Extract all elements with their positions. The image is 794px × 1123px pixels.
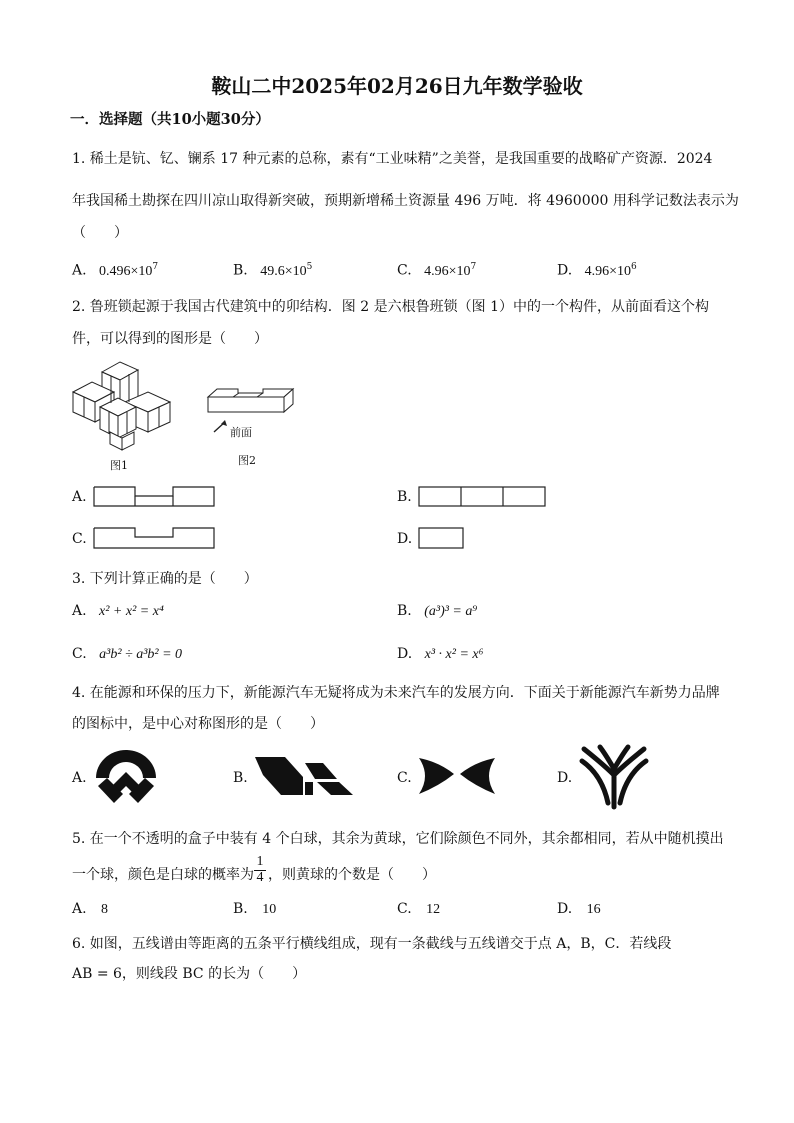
q4-option-b[interactable]: B.	[233, 770, 248, 786]
q2-option-a-shape[interactable]	[93, 486, 217, 508]
q5-line1: 5. 在一个不透明的盒子中装有 4 个白球，其余为黄球，它们除颜色不同外，其余都相同，若从中随机摸出	[72, 831, 724, 847]
q2-line2: 件，可以得到的图形是（ ）	[72, 331, 268, 347]
q6-line2: AB = 6，则线段 BC 的长为（ ）	[72, 966, 307, 982]
q4-line2: 的图标中，是中心对称图形的是（ ）	[72, 716, 324, 732]
q5-option-b[interactable]: B. 10	[233, 901, 277, 917]
section-heading: 一．选择题（共10小题30分）	[70, 111, 270, 128]
q5-line2-end: ，则黄球的个数是（ ）	[268, 867, 436, 883]
q4-option-c[interactable]: C.	[397, 770, 412, 786]
q1-line3: （ ）	[72, 225, 128, 241]
q3-line1: 3. 下列计算正确的是（ ）	[72, 571, 258, 587]
q1-option-c[interactable]: C. $4.96\times 10^7$	[397, 262, 477, 279]
q1-line1: 1. 稀土是钪、钇、镧系 17 种元素的总称，素有“工业味精”之美誉，是我国重要的战略矿产资源．2024	[72, 151, 713, 167]
q3-option-a[interactable]: A. x² + x² = x⁴	[72, 603, 164, 619]
logo-c-icon[interactable]	[417, 752, 497, 800]
luban-lock-figure	[70, 352, 175, 452]
logo-d-icon[interactable]	[578, 745, 650, 809]
q2-option-c-shape[interactable]	[93, 527, 217, 551]
q3-option-b[interactable]: B. (a³)³ = a⁹	[397, 603, 478, 619]
logo-b-icon[interactable]	[253, 755, 355, 797]
q4-option-d[interactable]: D.	[557, 770, 573, 786]
q2-line1: 2. 鲁班锁起源于我国古代建筑中的卯结构．图 2 是六根鲁班锁（图 1）中的一个构件，从前面看这个构	[72, 299, 709, 315]
front-direction-label: 前面	[230, 426, 252, 439]
q6-line1: 6. 如图，五线谱由等距离的五条平行横线组成，现有一条截线与五线谱交于点 A，B，C．若线段	[72, 936, 672, 952]
q2-option-a[interactable]: A.	[72, 489, 87, 505]
q5-line2-start: 一个球，颜色是白球的概率为	[72, 867, 254, 883]
q2-option-d[interactable]: D.	[397, 531, 413, 547]
q2-option-d-shape[interactable]	[418, 527, 466, 551]
logo-a-icon[interactable]	[93, 748, 159, 808]
q1-option-b[interactable]: B. $49.6\times 10^5$	[233, 262, 313, 279]
q1-option-a[interactable]: A. $0.496\times 10^7$	[72, 262, 159, 279]
q4-option-a[interactable]: A.	[72, 770, 87, 786]
fig1-caption: 图1	[110, 459, 128, 472]
q5-option-a[interactable]: A. 8	[72, 901, 109, 917]
page-title: 鞍山二中2025年02月26日九年数学验收	[211, 74, 583, 98]
q4-line1: 4. 在能源和环保的压力下，新能源汽车无疑将成为未来汽车的发展方向．下面关于新能源汽车新势力品牌	[72, 685, 720, 701]
q2-option-c[interactable]: C.	[72, 531, 87, 547]
q5-option-d[interactable]: D. 16	[557, 901, 601, 917]
q2-option-b[interactable]: B.	[397, 489, 412, 505]
q3-option-d[interactable]: D. x³ · x² = x⁶	[397, 646, 484, 662]
q3-option-c[interactable]: C. a³b² ÷ a³b² = 0	[72, 646, 183, 662]
q5-option-c[interactable]: C. 12	[397, 901, 441, 917]
q1-line2: 年我国稀土勘探在四川凉山取得新突破，预期新增稀土资源量 496 万吨．将 4960000 用科学记数法表示为	[72, 193, 739, 209]
q2-option-b-shape[interactable]	[418, 486, 548, 508]
q1-option-d[interactable]: D. $4.96\times 10^6$	[557, 262, 637, 279]
q5-fraction: 1 4	[254, 855, 266, 885]
fig2-caption: 图2	[238, 454, 256, 467]
